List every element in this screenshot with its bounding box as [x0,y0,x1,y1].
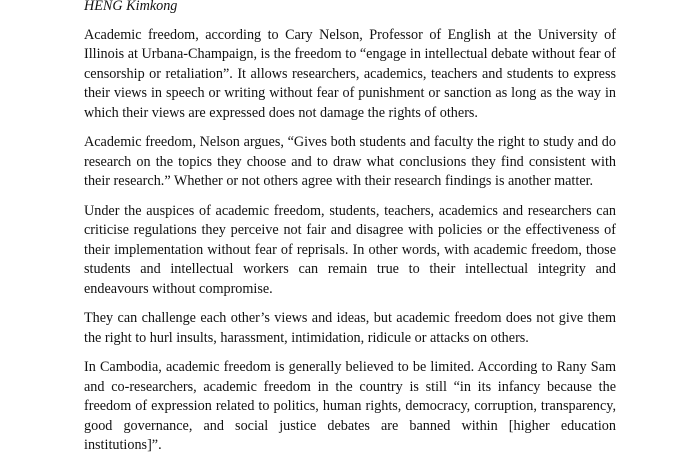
paragraph-1: Academic freedom, according to Cary Nelson, Professor of English at the University of Illinois at Urbana-Champaign, is the freedom to “engage in intellectual debate without fear of censorship or retaliation”. It allows researchers, academics, teachers and students to express their views in speech or writing without fear of punishment or sanction as long as the way in which their views are expressed does not damage the rights of others. [84,26,616,121]
paragraph-4: They can challenge each other’s views and ideas, but academic freedom does not give them the right to hurl insults, harassment, intimidation, ridicule or attacks on others. [84,310,616,346]
article-body [84,0,616,466]
paragraph-3: Under the auspices of academic freedom, students, teachers, academics and researchers can criticise regulations they perceive not fair and disagree with policies or the effectiveness of their implementation without fear of reprisals. In other words, with academic freedom, those students and intellectual workers can remain true to their intellectual integrity and endeavours without compromise. [84,202,616,297]
paragraph-2: Academic freedom, Nelson argues, “Gives both students and faculty the right to study and do research on the topics they choose and to draw what conclusions they find consistent with their research.” Whether or not others agree with their research findings is another matter. [84,134,616,189]
paragraph-5: In Cambodia, academic freedom is generally believed to be limited. According to Rany Sam and co-researchers, academic freedom in the country is still “in its infancy because the freedom of expression related to politics, human rights, democracy, corruption, transparency, good governance, and social justice debates are banned within [higher education institutions]”. [84,359,616,453]
author-byline: HENG Kimkong [84,0,178,14]
